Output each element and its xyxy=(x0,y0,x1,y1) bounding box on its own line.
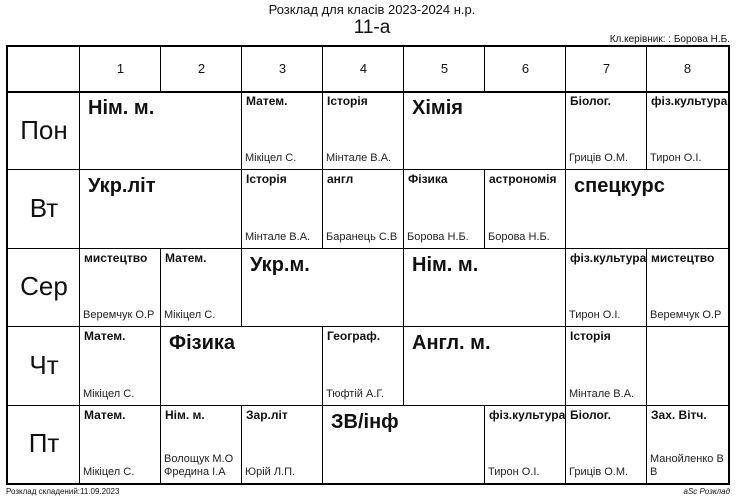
lesson-teacher: Волощук М.О Фредина І.А xyxy=(164,452,234,478)
lesson-cell[interactable] xyxy=(404,91,566,169)
lesson-subject: мистецтво xyxy=(651,250,715,265)
lesson-cell[interactable] xyxy=(80,326,161,404)
lesson-teacher: Тирон О.І. xyxy=(650,152,702,165)
lesson-cell[interactable] xyxy=(161,405,242,483)
lesson-subject: фіз.культура xyxy=(489,407,566,422)
lesson-cell[interactable] xyxy=(80,248,161,326)
timetable-grid xyxy=(6,45,730,485)
lesson-cell[interactable] xyxy=(566,405,647,483)
lesson-cell[interactable] xyxy=(242,91,323,169)
day-label: Чт xyxy=(29,349,59,380)
lesson-teacher: Веремчук О.Р xyxy=(83,309,155,322)
lesson-subject: Матем. xyxy=(84,407,126,422)
lesson-subject: Історія xyxy=(246,172,287,187)
lesson-subject: Нім. м. xyxy=(165,407,205,422)
lesson-subject: астрономія xyxy=(489,172,557,187)
lesson-cell[interactable] xyxy=(161,326,323,404)
lesson-cell[interactable] xyxy=(323,405,485,483)
period-number: 7 xyxy=(602,61,611,76)
period-number: 8 xyxy=(683,61,692,76)
lesson-teacher: Тирон О.І. xyxy=(569,309,621,322)
lesson-teacher: Тирон О.І. xyxy=(488,465,540,478)
lesson-teacher: Гриців О.М. xyxy=(569,465,629,478)
lesson-cell[interactable] xyxy=(566,248,647,326)
created-date: Розклад складений:11.09.2023 xyxy=(6,487,120,496)
day-label: Пт xyxy=(28,428,60,459)
day-label: Вт xyxy=(29,193,59,224)
lesson-cell[interactable] xyxy=(404,248,566,326)
lesson-cell[interactable] xyxy=(647,91,728,169)
lesson-subject: Біолог. xyxy=(570,94,611,108)
lesson-subject: Географ. xyxy=(327,329,381,344)
lesson-cell[interactable] xyxy=(242,169,323,247)
lesson-cell[interactable] xyxy=(485,405,566,483)
lesson-subject: Матем. xyxy=(165,250,207,265)
lesson-subject: Біолог. xyxy=(570,407,611,422)
lesson-subject: Зах. Вітч. xyxy=(651,407,707,422)
lesson-subject: Нім. м. xyxy=(412,253,479,276)
lesson-subject: фіз.культура xyxy=(570,250,647,265)
lesson-cell[interactable] xyxy=(566,91,647,169)
lesson-teacher: Тюфтій А.Г. xyxy=(326,387,385,400)
lesson-subject: Фізика xyxy=(408,172,448,187)
lesson-teacher: Мікіцел С. xyxy=(83,387,135,400)
lesson-cell[interactable] xyxy=(80,91,242,169)
lesson-teacher: Манойленко В В xyxy=(650,452,724,478)
lesson-teacher: Борова Н.Б. xyxy=(407,230,469,243)
lesson-cell[interactable] xyxy=(242,248,404,326)
lesson-subject: Укр.м. xyxy=(250,253,310,276)
lesson-subject: Матем. xyxy=(246,94,288,108)
lesson-subject: англ xyxy=(327,172,354,187)
lesson-cell[interactable] xyxy=(566,326,647,404)
lesson-cell[interactable] xyxy=(404,326,566,404)
lesson-teacher: Мінтале В.А. xyxy=(245,230,311,243)
lesson-teacher: Гриців О.М. xyxy=(569,152,629,165)
period-number: 4 xyxy=(359,61,368,76)
lesson-subject: Фізика xyxy=(169,332,235,355)
lesson-cell[interactable] xyxy=(323,169,404,247)
lesson-teacher: Юрій Л.П. xyxy=(245,465,296,478)
class-teacher: Кл.керівник: : Борова Н.Б. xyxy=(609,34,730,45)
lesson-teacher: Мінтале В.А. xyxy=(569,387,635,400)
lesson-cell[interactable] xyxy=(647,248,728,326)
lesson-subject: Історія xyxy=(327,94,368,108)
lesson-subject: Хімія xyxy=(412,97,463,119)
lesson-cell[interactable] xyxy=(323,326,404,404)
lesson-subject: спецкурс xyxy=(574,175,665,198)
lesson-subject: Історія xyxy=(570,329,611,344)
lesson-subject: мистецтво xyxy=(84,250,148,265)
lesson-cell[interactable] xyxy=(80,169,242,247)
lesson-subject: ЗВ/інф xyxy=(331,410,399,433)
lesson-cell[interactable] xyxy=(80,405,161,483)
period-number: 2 xyxy=(197,61,206,76)
schedule-title: Розклад для класів 2023-2024 н.р. xyxy=(268,2,476,17)
lesson-cell[interactable] xyxy=(647,326,728,404)
period-number: 1 xyxy=(116,61,125,76)
lesson-teacher: Баранець С.В xyxy=(326,230,398,243)
period-number: 3 xyxy=(278,61,287,76)
lesson-cell[interactable] xyxy=(323,91,404,169)
lesson-teacher: Веремчук О.Р xyxy=(650,309,722,322)
class-name: 11-а xyxy=(353,17,391,38)
lesson-cell[interactable] xyxy=(161,248,242,326)
lesson-teacher: Борова Н.Б. xyxy=(488,230,550,243)
lesson-teacher: Мікіцел С. xyxy=(83,465,135,478)
lesson-cell[interactable] xyxy=(566,169,728,247)
period-number: 5 xyxy=(440,61,449,76)
lesson-teacher: Мінтале В.А. xyxy=(326,152,392,165)
lesson-subject: Зар.літ xyxy=(246,407,288,422)
period-number: 6 xyxy=(521,61,530,76)
day-label: Сер xyxy=(20,271,68,302)
lesson-cell[interactable] xyxy=(647,405,728,483)
lesson-cell[interactable] xyxy=(242,405,323,483)
lesson-subject: Укр.літ xyxy=(88,175,156,198)
lesson-teacher: Мікіцел С. xyxy=(164,309,216,322)
lesson-cell[interactable] xyxy=(485,169,566,247)
lesson-subject: Матем. xyxy=(84,329,126,344)
lesson-cell[interactable] xyxy=(404,169,485,247)
lesson-subject: Нім. м. xyxy=(88,97,155,119)
lesson-subject: фіз.культура xyxy=(651,94,728,108)
brand-label: aSc Розклад xyxy=(683,487,730,496)
lesson-subject: Англ. м. xyxy=(412,332,491,355)
lesson-teacher: Мікіцел С. xyxy=(245,152,297,165)
day-label: Пон xyxy=(20,114,68,145)
